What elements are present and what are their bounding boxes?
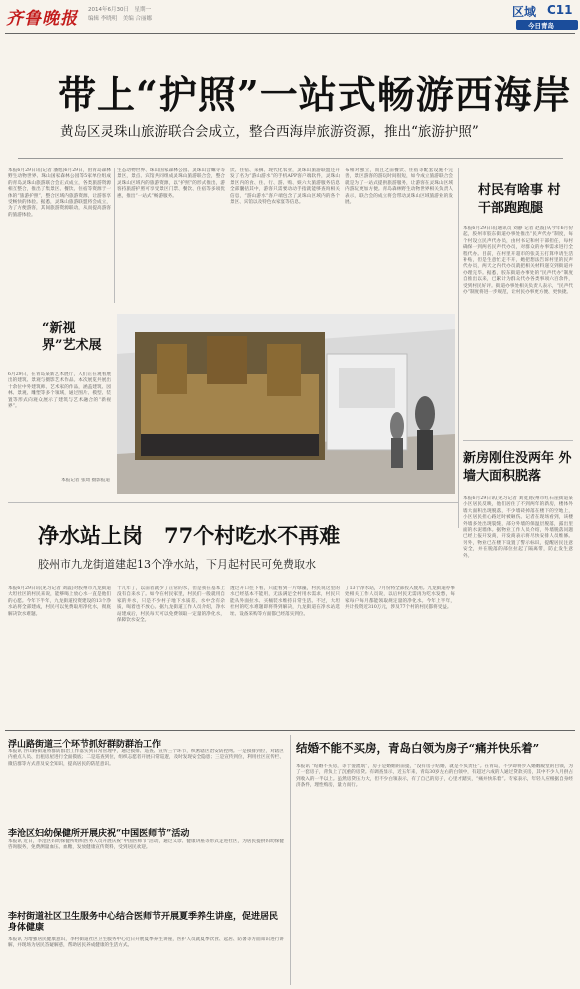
lead-headline: 带上“护照”一站式畅游西海岸 [58,72,572,117]
exhibit-photo-illustration [117,314,455,494]
villages-body: 本报6月29日讯(通讯员 刘静 记者 赵波)从今年6月份起，胶州市胶东街道办事处推出“民声代办”制度，每个村设立民声代办员，由村书记和村干部担任，每村确保一到两名民声代办员，对群众的办事需求进行全程代办。目前，在村里开超市的张美玉打算申请生活补贴，但是生意忙走不开，她把想法告诉村里的民声代办员，两天之内代办员就把相关材料递交到街道并办理完毕。据悉，胶东街道办事处的“民声代办”制度自推出以来，已累计为群众代办各类事项六百余件，受到村民好评。街道办事处相关负责人表示，“民声代办”制度将进一步规范，让村民办事更方便、更快捷。 [463,226,573,296]
exhibit-photo [117,314,455,494]
art-body: 6月29日，在青岛某新艺术展厅，人们正在观看展出的建筑、景观与摄影艺术作品。本次展览共展出十余位中外建筑师、艺术家的作品，涵盖建筑、园林、景观、雕塑等多个领域，通过图片、模型、装置等形式向观众展示了建筑与艺术融合的“新视界”。 [8,372,111,410]
villages-title-text: 村民有啥事 村干部跑跑腿 [478,183,561,216]
wall-body: 本报6月29日讯(见习记者 刘宽)胶州市红石崖街道某小区居民反映，他们居住了不到两年的新房，楼体外墙大面积出现脱落，不少墙砖掉落在楼下的空地上，小区居民担心路过时被砸伤。记者在现场看到，该楼外墙多处出现裂缝，部分外墙的保温层脱落，露出里面的水泥墙体。据物业工作人员介绍，外墙脱落问题已经上报开发商，开发商表示将尽快安排人员维修。另外，物业已在楼下设置了警示标识，提醒居民注意安全，并在脱落的部位拉起了隔离带，防止发生意外。 [463,496,573,559]
lead-subhead: 黄岛区灵珠山旅游联合会成立，整合西海岸旅游资源，推出“旅游护照” [60,124,479,140]
clinic-body: 本报讯 近日，李沧区妇幼保健所组织医务人员开展庆祝“中国医师节”活动，通过义诊、健康讲座等形式走进社区，为居民提供妇幼保健咨询服务，免费测量血压、血糖，发放健康宣传资料，受到居民欢迎。 [8,839,284,851]
marriage-body: 本报讯 “结婚不买房，等于耍流氓”，房子是婚姻的前提，“没有房子结婚，就是不负责任”。在青岛，不少即将步入婚姻殿堂的白领，为了一套房子，背负上了沉重的房贷。有调查显示，近五年来，青岛30岁左右的白领中，有超过六成的人通过贷款买房，其中不少人月供占到收入的一半以上。虽然房贷压力大，但不少白领表示，有了自己的房子，心里才踏实，“痛并快乐着”。专家表示，年轻人应根据自身经济条件，理性购房，量力而行。 [296,764,573,789]
villages-title [478,182,568,218]
art-title-text: “新视界”艺术展 [42,321,102,353]
lead-rule [18,158,563,159]
editor-line: 编辑 李晓明 美编 合丽娜 [88,16,152,22]
water-col-2: 十几年了，以前者就少了正常的水，但是我在基本上没有自来水了。如今在村民家里，村民们一般就用自家的井水，只是不少村子地下水质差、水中含有杂质，喝着也不放心。据九龙街道工作人员介绍，净水站建成后，村民每天可以免费领取一定量的净化水，保障饮水安全。 [117,586,225,624]
bottom-divider [290,735,291,985]
page-number: C11 [547,3,573,17]
water-subhead: 胶州市九龙街道建起13个净水站，下月起村民可免费取水 [38,558,316,571]
water-top-rule [8,502,458,503]
masthead-rule [5,33,575,34]
clinic-title: 李沧区妇幼保健所开展庆祝“中国医师节”活动 [8,829,190,839]
art-credit: 本报记者 张琦 摄影报道 [61,478,110,483]
bottom-section-rule [5,730,575,731]
art-title [42,320,102,354]
section-label: 区域 [512,5,537,19]
lishan-title-text: 李村街道社区卫生服务中心结合医师节开展夏季养生讲座，促进居民身体健康 [8,912,279,933]
col-divider [114,168,115,303]
wall-title [463,450,575,486]
subsection-label: 今日青岛 [528,22,554,30]
lead-col-3: 饮、住宿、采摘、现代化农业，灵珠山旅游联盟还开发了名为“游山游水”的手机APP客户端软件，灵珠山景区内的食、住、行、游、购、娱六大旅游服务信息全部囊括其中，游客只需要动动手指就能够查询相关信息，“游山游水”客户端包含了灵珠山区域内的各个景区、宾馆以及特色农家宴等信息。 [230,168,340,206]
right-column-divider [458,168,459,528]
lishan-body: 本报讯 为增强居民健康意识，李村街道社区卫生服务中心近日开展夏季养生讲座，医护人员就夏季饮食、起居、防暑等方面知识进行讲解，并现场为居民答疑解惑，帮助居民养成健康的生活方式。 [8,937,284,949]
villages-rule [463,440,573,441]
water-col-4: 了13个净水站，7月份将全部投入使用。九龙街道办事处相关工作人员说，以后村民无需再为吃水发愁，每家每户每月都能领取规定量的净化水。今年上半年，共计投资近310万元，涉及77个村的村民都将受益。 [345,586,455,611]
lead-col-2: 生态动物世界、珠山国家森林公园、灵珠山音螺寺等景区，景点、宾馆共同组成灵珠山旅游联合会，整合灵珠山区域内的旅游资源，以“护照”的形式推出，游客持旅游护照可享受景区门票、餐饮、住宿等多项优惠，推出“一站式”畅游服务。 [117,168,225,199]
lishan-title [8,912,284,934]
masthead [0,0,580,36]
water-col-3: 透过开口往下看，只能看到一片绿藻，村民说这里的水已经基本不能用，无法满足全村用水需求，村民只能从外面拉水、买桶装水维持日常生活。不过，大坦社村的吃水难题即将得到解决，九龙街道在净水站选址、设备采购等方面都已经落实到位。 [230,586,340,617]
marriage-headline: 结婚不能不买房，青岛白领为房子“痛并快乐着” [296,741,540,755]
lead-col-4: 布相对独立，而且之前餐饮、住宿等配套设施不完善，景区游客的游玩时间很短，如今成立旅游联合会就是为了一站式提供旅游服务，让游客在灵珠山区域内游玩更加方便。青岛森林野生动物世界相关负责人表示，联合会的成立将会带动灵珠山区域旅游业的发展。 [345,168,453,206]
lead-col-1: 本报6月29日讯(记者 潘旭)6月29日，由青岛森林野生动物世界、珠山国家森林公园等5家单位组成的青岛灵珠山旅游联合会正式成立，各类旅游资源相互整合，推出了集景区、餐饮、住宿等资源于一体的“旅游护照”，整合区域内旅游资源，让游客享受畅快的体验。据悉，灵珠山旅游联盟将会成立，为了方便游客，其间旅游资源联动，从而提高游客的旅游体验。 [8,168,111,218]
tongchuan-body: 本报讯 浮山路街道将群防群治工作落实到日常管理中，通过摸排、巡查、宣传三个环节，织密辖区治安防控网。一是摸排到位，对辖区内重点人员、出租房屋进行全面摸底；二是巡查到位，组织志愿者开展日常巡逻，及时发现安全隐患；三是宣传到位，利用社区宣传栏、微信群等方式普及安全知识，提高居民的防范意识。 [8,749,284,767]
subsection-badge [516,20,578,30]
water-headline: 净水站上岗 77个村吃水不再难 [38,523,341,548]
tongchuan-title: 浮山路街道三个环节抓好群防群治工作 [8,740,162,750]
wall-title-text: 新房刚住没两年 外墙大面积脱落 [463,451,572,484]
newspaper-logo: 齐鲁晚报 [6,9,78,29]
water-col-1: 本报6月29日讯(见习记者 刘震)对胶州市九龙街道大坦社区的村民来说，能够喝上放心水一直是他们的心愿。今年下半年，九龙街道投资建设的13个净水站将全部建成，村民可以免费取用净化水，彻底解决饮水难题。 [8,586,111,617]
date-line: 2014年6月30日 星期一 [88,7,151,13]
